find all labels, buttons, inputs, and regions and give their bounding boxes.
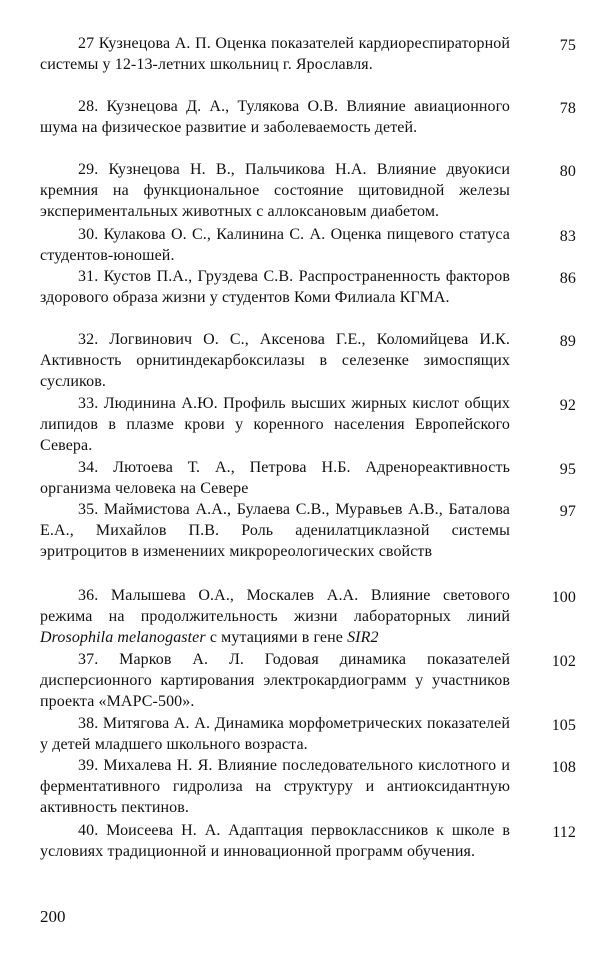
toc-entry-30 bbox=[40, 224, 576, 266]
entry-text: 28. Кузнецова Д. А., Тулякова О.В. Влияние авиационного шума на физическое развитие и заболеваемость детей. bbox=[40, 98, 510, 136]
entry-text: 27 Кузнецова А. П. Оценка показателей кардиореспираторной системы у 12-13-летних школьниц г. Ярославля. bbox=[40, 35, 510, 73]
entry-page-number: 112 bbox=[552, 824, 576, 841]
toc-entry-37 bbox=[40, 649, 576, 712]
entry-text: 40. Моисеева Н. А. Адаптация первоклассников к школе в условиях традиционной и инновационной программ обучения. bbox=[40, 822, 510, 860]
entry-page-number: 92 bbox=[559, 397, 576, 414]
entry-page-number: 97 bbox=[559, 503, 576, 520]
entry-page-number: 89 bbox=[559, 333, 576, 350]
toc-entry-29 bbox=[40, 159, 576, 222]
entry-page-number: 102 bbox=[551, 653, 576, 670]
toc-entry-39 bbox=[40, 755, 576, 818]
toc-entry-36 bbox=[40, 585, 576, 648]
toc-entry-38 bbox=[40, 713, 576, 755]
toc-entry-35 bbox=[40, 499, 576, 562]
toc-entry-34 bbox=[40, 457, 576, 499]
entry-text: 38. Митягова А. А. Динамика морфометрических показателей у детей младшего школьного возраста. bbox=[40, 715, 510, 753]
entry-text: 31. Кустов П.А., Груздева С.В. Распространенность факторов здорового образа жизни у студентов Коми Филиала КГМА. bbox=[40, 268, 510, 306]
page-number-folio: 200 bbox=[40, 907, 66, 926]
entry-text-part: с мутациями в гене bbox=[205, 629, 348, 646]
entry-page-number: 86 bbox=[559, 270, 576, 287]
entry-text: 33. Людинина А.Ю. Профиль высших жирных кислот общих липидов в плазме крови у коренного населения Европейского Севера. bbox=[40, 395, 510, 454]
entry-page-number: 108 bbox=[551, 759, 576, 776]
toc-entry-27 bbox=[40, 33, 576, 75]
entry-page-number: 95 bbox=[559, 461, 576, 478]
entry-page-number: 105 bbox=[551, 717, 576, 734]
entry-text: 29. Кузнецова Н. В., Пальчикова Н.А. Влияние двуокиси кремния на функциональное состояние щитовидной железы экспериментальных животных с аллоксановым диабетом. bbox=[40, 161, 510, 220]
entry-page-number: 78 bbox=[559, 100, 576, 117]
toc-entry-32 bbox=[40, 329, 576, 392]
toc-entry-33 bbox=[40, 393, 576, 456]
entry-page-number: 80 bbox=[559, 163, 576, 180]
entry-text: 37. Марков А. Л. Годовая динамика показателей дисперсионного картирования электрокардиограмм у участников проекта «МАРС-500». bbox=[40, 651, 510, 710]
toc-entry-31 bbox=[40, 266, 576, 308]
entry-text: 39. Михалева Н. Я. Влияние последовательного кислотного и ферментативного гидролиза на структуру и антиоксидантную активность пектинов. bbox=[40, 757, 510, 816]
entry-text-italic-species: Drosophila melanogaster bbox=[40, 629, 206, 646]
entry-text: 35. Маймистова А.А., Булаева С.В., Муравьев А.В., Баталова Е.А., Михайлов П.В. Роль аденилатциклазной системы эритроцитов в изменениих микрореологических свойств bbox=[40, 501, 510, 560]
entry-text: 34. Лютоева Т. А., Петрова Н.Б. Адренореактивность организма человека на Севере bbox=[40, 459, 510, 497]
entry-text: 32. Логвинович О. С., Аксенова Г.Е., Коломийцева И.К. Активность орнитиндекарбоксилазы в селезенке зимоспящих сусликов. bbox=[40, 331, 510, 390]
entry-page-number: 100 bbox=[551, 589, 576, 606]
entry-text-italic-gene: SIR2 bbox=[347, 629, 379, 646]
entry-text-part: 36. Малышева О.А., Москалев А.А. Влияние светового режима на продолжительность жизни лабораторных линий bbox=[40, 587, 510, 625]
entry-text bbox=[40, 585, 510, 648]
toc-entry-40 bbox=[40, 820, 576, 862]
toc-entry-28 bbox=[40, 96, 576, 138]
entry-page-number: 83 bbox=[559, 228, 576, 245]
entry-page-number: 75 bbox=[559, 37, 576, 54]
entry-text: 30. Кулакова О. С., Калинина С. А. Оценка пищевого статуса студентов-юношей. bbox=[40, 226, 510, 264]
